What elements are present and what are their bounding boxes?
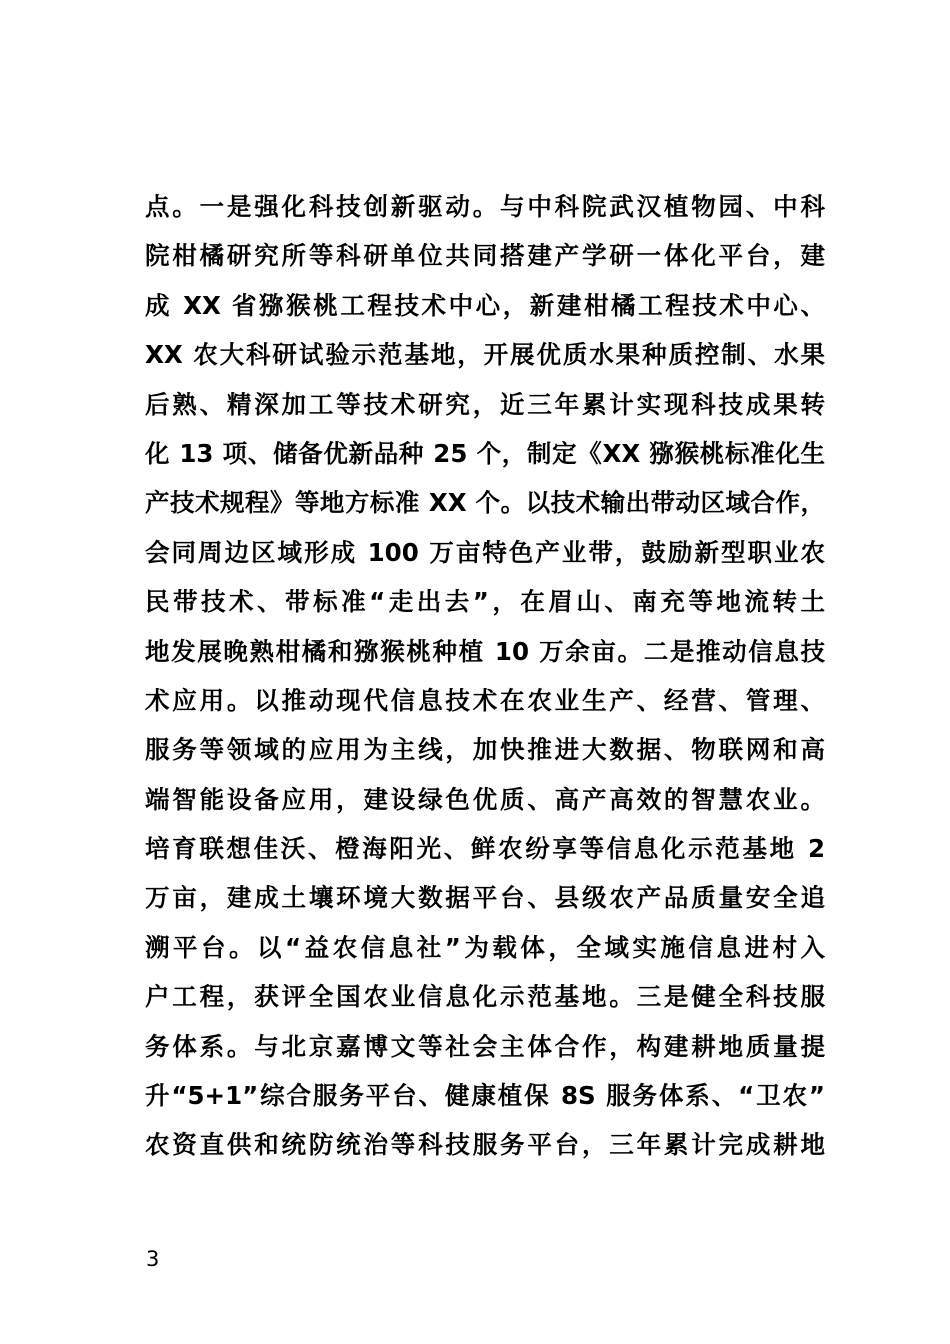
text-line: 地发展晚熟柑橘和猕猴桃种植 10 万余亩。二是推动信息技 <box>145 636 825 666</box>
text-line: 万亩，建成土壤环境大数据平台、县级农产品质量安全追 <box>145 883 825 913</box>
text-line: 术应用。以推动现代信息技术在农业生产、经营、管理、 <box>145 685 825 715</box>
text-line: 培育联想佳沃、橙海阳光、鲜农纷享等信息化示范基地 2 <box>145 834 825 864</box>
text-line: 会同周边区域形成 100 万亩特色产业带，鼓励新型职业农 <box>145 537 825 567</box>
text-line: XX 农大科研试验示范基地，开展优质水果种质控制、水果 <box>145 340 825 370</box>
body-paragraph <box>145 182 825 1170</box>
text-line: 后熟、精深加工等技术研究，近三年累计实现科技成果转 <box>145 389 825 419</box>
text-line: 服务等领域的应用为主线，加快推进大数据、物联网和高 <box>145 735 825 765</box>
text-line: 成 XX 省猕猴桃工程技术中心，新建柑橘工程技术中心、 <box>145 290 825 320</box>
text-line: 户工程，获评全国农业信息化示范基地。三是健全科技服 <box>145 982 825 1012</box>
text-line: 院柑橘研究所等科研单位共同搭建产学研一体化平台，建 <box>145 241 825 271</box>
text-line: 务体系。与北京嘉博文等社会主体合作，构建耕地质量提 <box>145 1031 825 1061</box>
text-line: 溯平台。以“益农信息社”为载体，全域实施信息进村入 <box>145 932 825 962</box>
text-line: 产技术规程》等地方标准 XX 个。以技术输出带动区域合作， <box>145 488 825 518</box>
text-line: 端智能设备应用，建设绿色优质、高产高效的智慧农业。 <box>145 784 825 814</box>
text-line: 点。一是强化科技创新驱动。与中科院武汉植物园、中科 <box>145 192 825 221</box>
text-line: 化 13 项、储备优新品种 25 个，制定《XX 猕猴桃标准化生 <box>145 438 825 468</box>
text-line: 升“5+1”综合服务平台、健康植保 8S 服务体系、“卫农” <box>145 1081 825 1111</box>
page-number: 3 <box>146 1247 160 1271</box>
text-line: 农资直供和统防统治等科技服务平台，三年累计完成耕地 <box>145 1130 825 1160</box>
text-line: 民带技术、带标准“走出去”，在眉山、南充等地流转土 <box>145 587 825 617</box>
